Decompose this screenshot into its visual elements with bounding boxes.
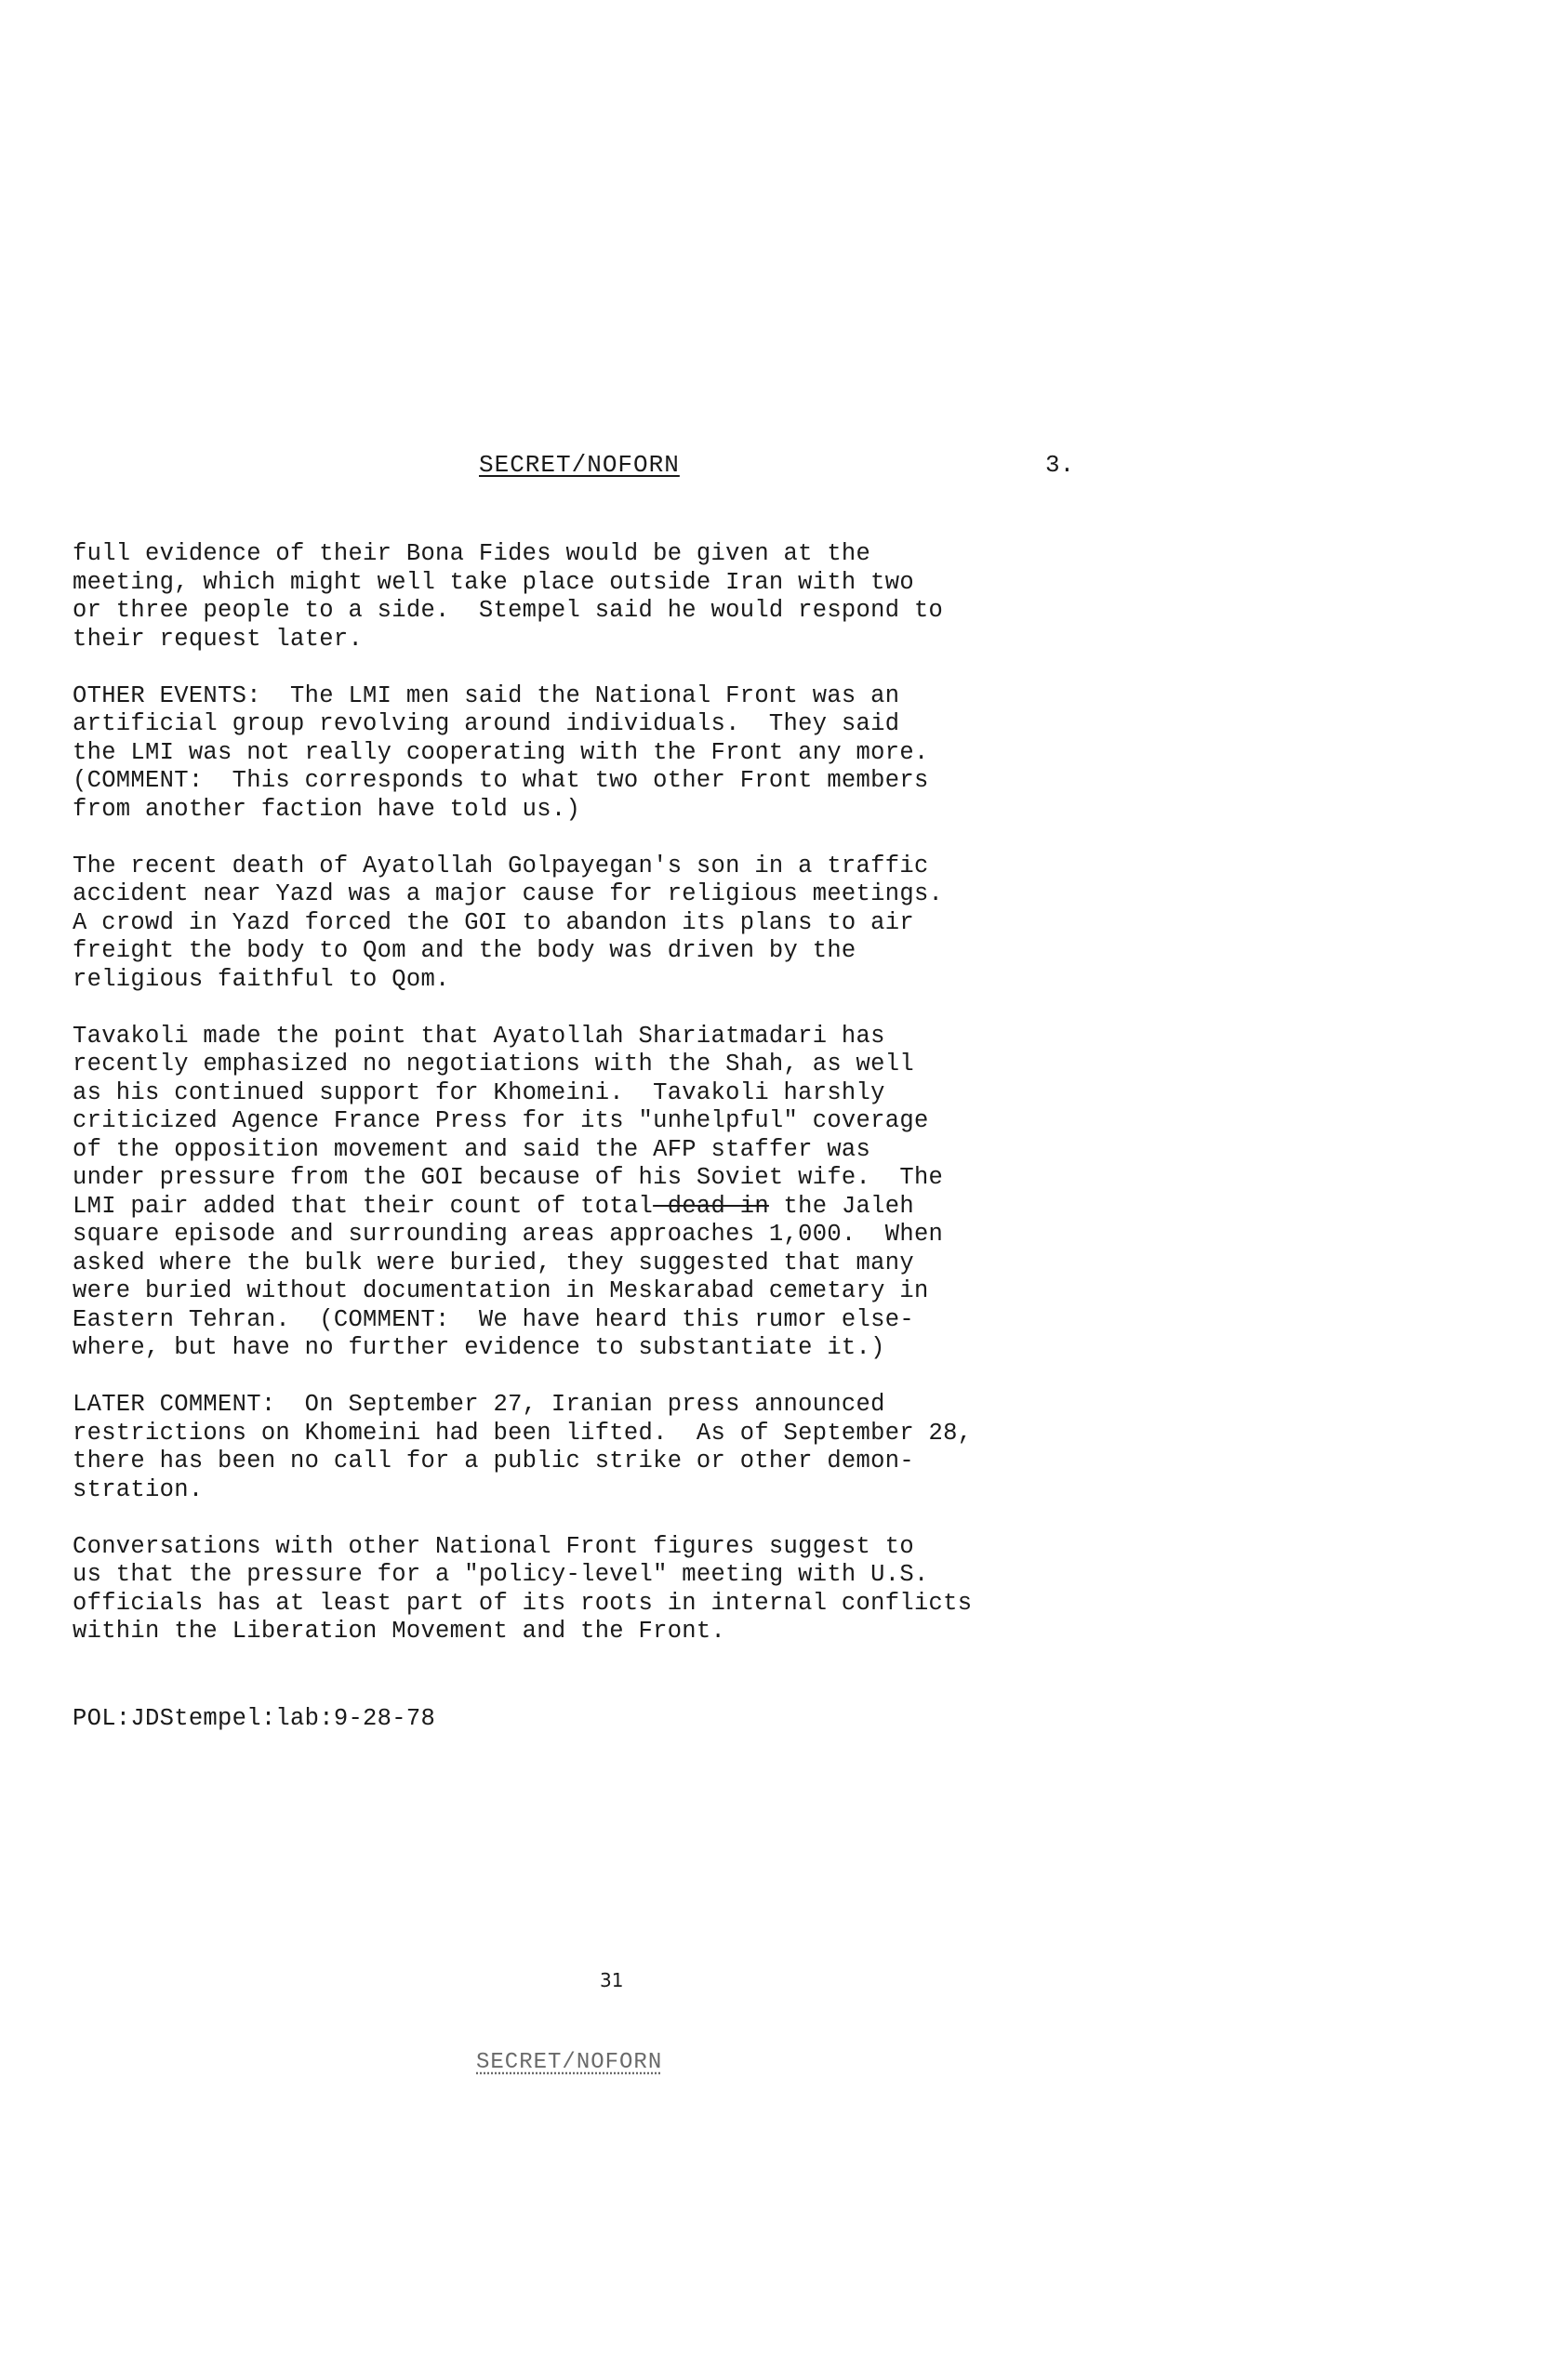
paragraph-other-events: OTHER EVENTS: The LMI men said the National Front was an artificial group revolving around individuals. They said the LMI was not really cooperating with the Front any more. (COMMENT: This corresponds to what two other Front members from another faction have told us.) <box>73 681 929 823</box>
struck-text: dead in <box>653 1192 769 1220</box>
page-number: 3. <box>1045 451 1075 479</box>
paragraph-conversations: Conversations with other National Front figures suggest to us that the pressure for a "policy-level" meeting with U.S. officials has at least part of its roots in internal conflicts within the Liberation Movement and the Front. <box>73 1532 973 1645</box>
header-classification: SECRET/NOFORN <box>479 451 680 479</box>
drafting-reference: POL:JDStempel:lab:9-28-78 <box>73 1705 436 1732</box>
paragraph-bona-fides: full evidence of their Bona Fides would be given at the meeting, which might well take place outside Iran with two or three people to a side. Stempel said he would respond to their request later. <box>73 540 944 653</box>
paragraph-tavakoli: Tavakoli made the point that Ayatollah Shariatmadari has recently emphasized no negotiations with the Shah, as well as his continued support for Khomeini. Tavakoli harshly criticized Agence France Press for its "unhelpful" coverage of the opposition movement and said the AFP staffer was under pressure from the GOI because of his Soviet wife. The LMI pair added that their count of total dead in the Jaleh square episode and surrounding areas approaches 1,000. When asked where the bulk were buried, they suggested that many were buried without documentation in Meskarabad cemetary in Eastern Tehran. (COMMENT: We have heard this rumor else- where, but have no further evidence to substantiate it.) <box>73 1022 944 1361</box>
bates-number: 31 <box>600 1969 624 1991</box>
footer-classification: SECRET/NOFORN <box>476 2050 663 2075</box>
paragraph-golpayegan: The recent death of Ayatollah Golpayegan's son in a traffic accident near Yazd was a major cause for religious meetings. A crowd in Yazd forced the GOI to abandon its plans to air freight the body to Qom and the body was driven by the religious faithful to Qom. <box>73 852 944 993</box>
paragraph-later-comment: LATER COMMENT: On September 27, Iranian press announced restrictions on Khomeini had been lifted. As of September 28, there has been no call for a public strike or other demon- stration. <box>73 1391 973 1503</box>
document-body <box>73 540 1133 1674</box>
